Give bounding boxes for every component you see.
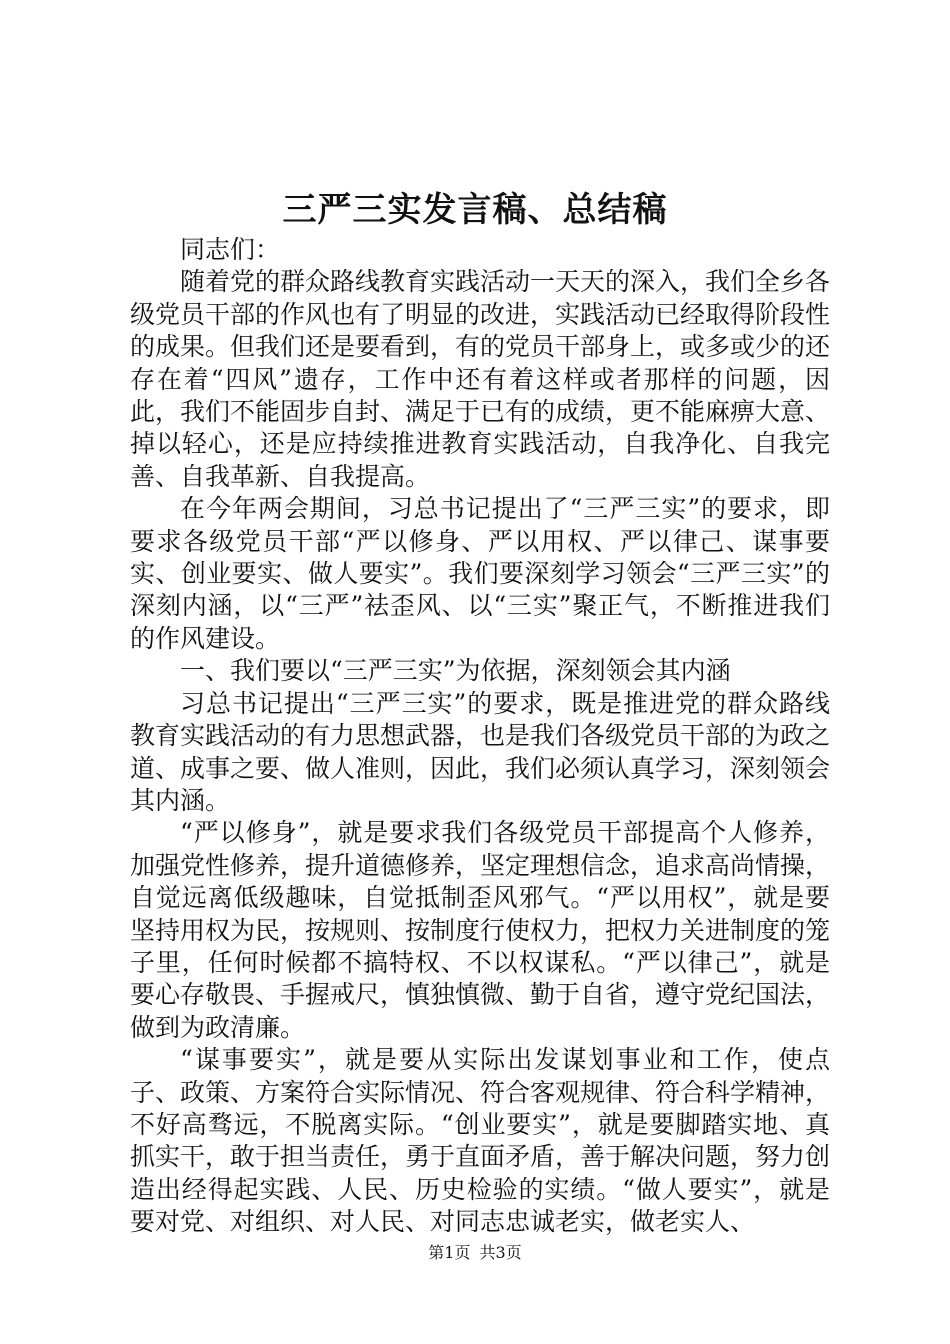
page-footer <box>0 1243 950 1263</box>
paragraph: “谋事要实”，就是要从实际出发谋划事业和工作，使点子、政策、方案符合实际情况、符合客观规律、符合科学精神，不好高骛远，不脱离实际。“创业要实”，就是要脚踏实地、真抓实干，敢于担当责任，勇于直面矛盾，善于解决问题，努力创造出经得起实践、人民、历史检验的实绩。“做人要实”，就是要对党、对组织、对人民、对同志忠诚老实，做老实人、 <box>130 1045 831 1237</box>
page-number-current: 第1页 <box>428 1243 471 1262</box>
paragraph-salutation: 同志们： <box>180 235 281 264</box>
paragraph: “严以修身”，就是要求我们各级党员干部提高个人修养，加强党性修养，提升道德修养，坚定理想信念，追求高尚情操，自觉远离低级趣味，自觉抵制歪风邪气。“严以用权”，就是要坚持用权为民，按规则、按制度行使权力，把权力关进制度的笼子里，任何时候都不搞特权、不以权谋私。“严以律己”，就是要心存敬畏、手握戒尺，慎独慎微、勤于自省，遵守党纪国法，做到为政清廉。 <box>130 818 831 1042</box>
page-number-total: 共3页 <box>479 1243 522 1262</box>
paragraph: 习总书记提出“三严三实”的要求，既是推进党的群众路线教育实践活动的有力思想武器，也是我们各级党员干部的为政之道、成事之要、做人准则，因此，我们必须认真学习，深刻领会其内涵。 <box>130 688 831 815</box>
document-title: 三严三实发言稿、总结稿 <box>282 190 668 230</box>
paragraph: 在今年两会期间，习总书记提出了“三严三实”的要求，即要求各级党员干部“严以修身、严以用权、严以律己、谋事要实、创业要实、做人要实”。我们要深刻学习领会“三严三实”的深刻内涵，以“三严”祛歪风、以“三实”聚正气，不断推进我们的作风建设。 <box>130 494 830 653</box>
section-heading: 一、我们要以“三严三实”为依据，深刻领会其内涵 <box>180 656 731 686</box>
document-body <box>130 234 830 1239</box>
paragraph: 随着党的群众路线教育实践活动一天天的深入，我们全乡各级党员干部的作风也有了明显的改进，实践活动已经取得阶段性的成果。但我们还是要看到，有的党员干部身上，或多或少的还存在着“四风”遗存，工作中还有着这样或者那样的问题，因此，我们不能固步自封、满足于已有的成绩，更不能麻痹大意、掉以轻心，还是应持续推进教育实践活动，自我净化、自我完善、自我革新、自我提高。 <box>130 267 831 491</box>
